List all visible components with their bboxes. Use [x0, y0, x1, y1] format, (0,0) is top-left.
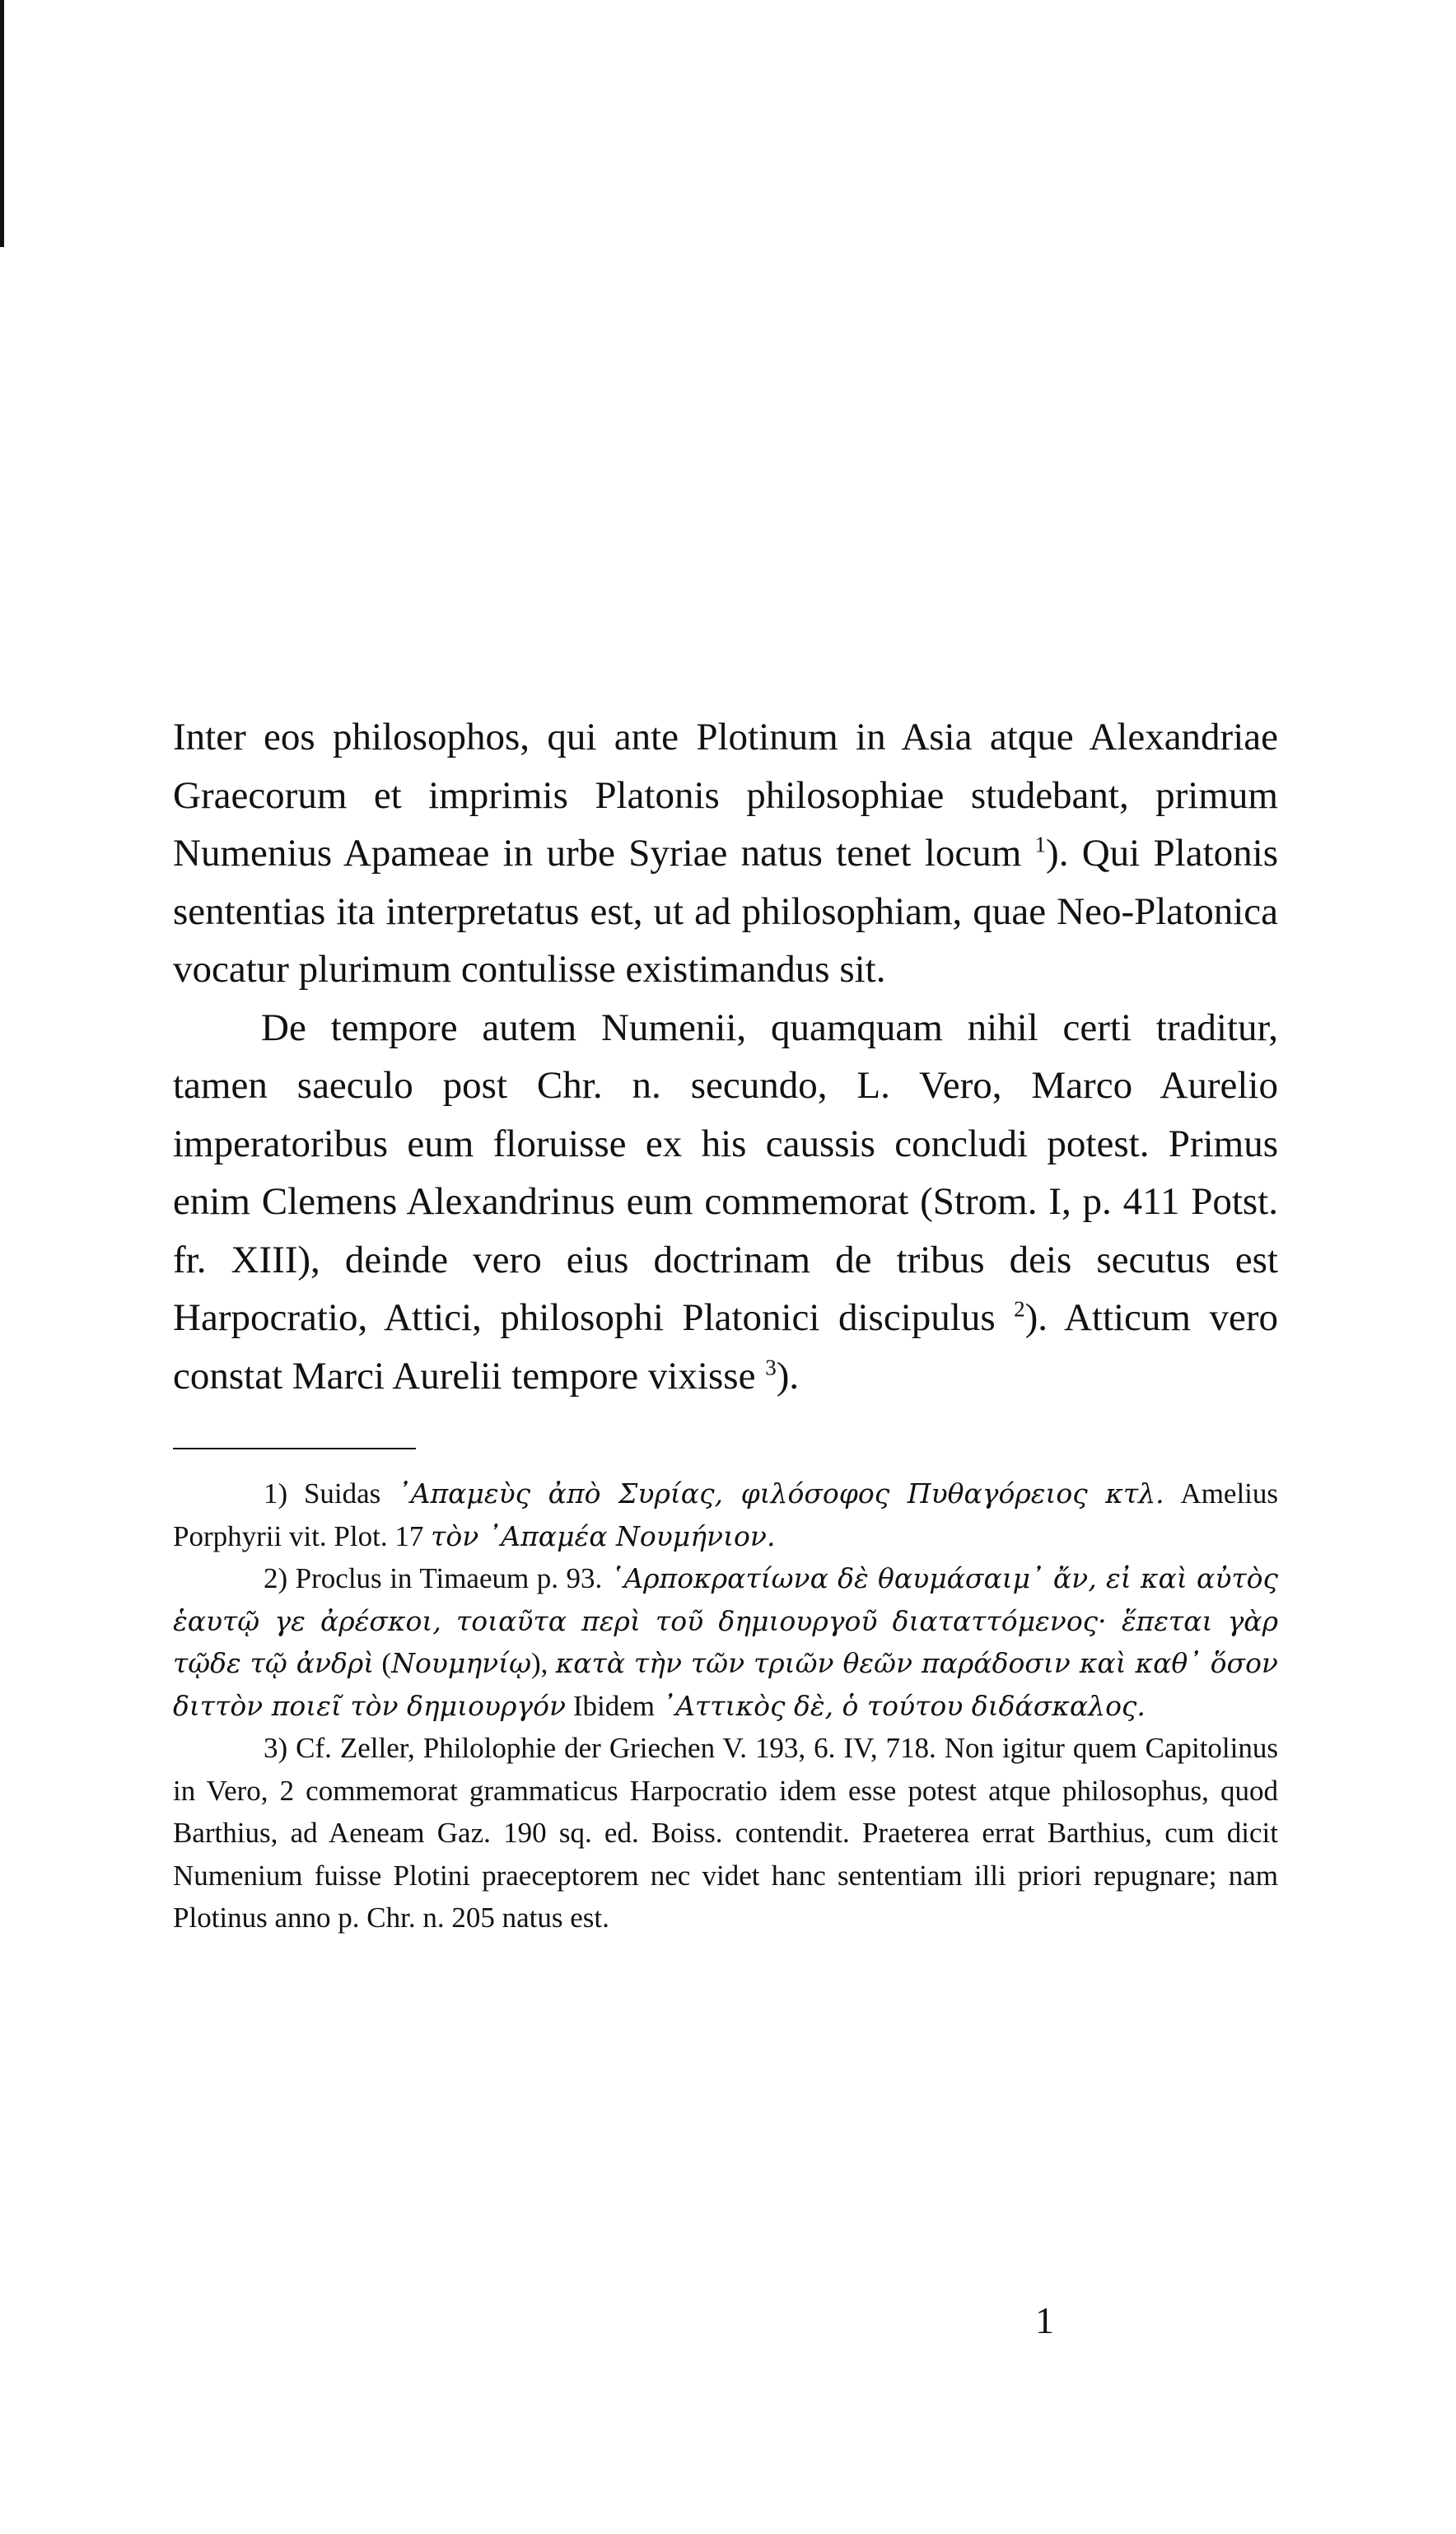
footnote-2-greek-attikos: ᾿Αττικὸς δὲ, ὁ τούτου διδάσκαλος.	[661, 1689, 1146, 1722]
paragraph-1	[173, 708, 1278, 999]
paragraph-2-text-cont: ). Atticum vero constat Marci Aurelii tempore vixisse	[173, 1296, 1279, 1398]
footnote-divider	[173, 1448, 416, 1449]
footnote-1-label: 1) Suidas	[264, 1477, 381, 1510]
footnote-2-ibidem: Ibidem	[572, 1689, 655, 1722]
paragraph-2	[173, 999, 1278, 1406]
footnote-2	[173, 1557, 1278, 1727]
footnotes	[173, 1472, 1278, 1939]
footnote-2-paren-close: ),	[531, 1647, 548, 1679]
footnote-1-greek-quote: ᾿Απαμεὺς ἀπὸ Συρίας, φιλόσοφος Πυθαγόρειος κτλ.	[397, 1477, 1164, 1510]
footnote-2-greek-name: Νουμηνίῳ	[391, 1647, 531, 1679]
scan-edge-mark	[0, 0, 4, 247]
footnote-ref-3: 3	[765, 1354, 777, 1379]
paragraph-1-text-cont: ). Qui Platonis sententias ita interpretatus est, ut ad philosophiam, quae Neo-Platonica vocatur plurimum contulisse existimandus sit.	[173, 832, 1278, 991]
footnote-ref-1: 1	[1034, 832, 1047, 857]
paragraph-2-text-end: ).	[776, 1354, 800, 1398]
footnote-2-greek-cont: κατὰ τὴν τῶν τριῶν θεῶν παράδοσιν καὶ καθ᾿ ὅσον διττὸν ποιεῖ τὸν δημιουργόν	[173, 1647, 1278, 1722]
footnote-3	[173, 1727, 1278, 1939]
footnote-ref-2: 2	[1014, 1296, 1025, 1322]
main-text	[173, 708, 1278, 1405]
footnote-1-greek-name: τὸν ᾿Απαμέα Νουμήνιον.	[431, 1519, 776, 1552]
footnote-1	[173, 1472, 1278, 1557]
footnote-2-label: 2) Proclus in Timaeum p. 93.	[264, 1562, 603, 1594]
paragraph-2-text: De tempore autem Numenii, quamquam nihil certi traditur, tamen saeculo post Chr. n. secundo, L. Vero, Marco Aurelio imperatoribus eum floruisse ex his caussis concludi potest. Primus enim Clemens Alexandrinus eum commemorat (Strom. I, p. 411 Potst. fr. XIII), deinde vero eius doctrinam de tribus deis secutus est Harpocratio, Attici, philosophi Platonici discipulus	[173, 1006, 1278, 1339]
footnote-1-source: Amelius Porphyrii vit. Plot. 17	[173, 1477, 1279, 1552]
footnote-3-text: 3) Cf. Zeller, Philolophie der Griechen V. 193, 6. IV, 718. Non igitur quem Capitolinus in Vero, 2 commemorat grammaticus Harpocratio idem esse potest atque philosophus, quod Barthius, ad Aeneam Gaz. 190 sq. ed. Boiss. contendit. Praeterea errat Barthius, cum dicit Numenium fuisse Plotini praeceptorem nec videt hanc sententiam illi priori repugnare; nam Plotinus anno p. Chr. n. 205 natus est.	[173, 1732, 1278, 1934]
page-body	[173, 708, 1278, 1939]
footnote-2-paren-open: (	[381, 1647, 392, 1679]
paragraph-1-text: Inter eos philosophos, qui ante Plotinum in Asia atque Alexandriae Graecorum et imprimis Platonis philosophiae studebant, primum Numenius Apameae in urbe Syriae natus tenet locum	[173, 716, 1278, 875]
page-number: 1	[1035, 2299, 1054, 2341]
footnote-2-greek-quote: ῾Αρποκρατίωνα δὲ θαυμάσαιμ᾿ ἄν, εἰ καὶ αὐτὸς ἑαυτῷ γε ἀρέσκοι, τοιαῦτα περὶ τοῦ δημιουργοῦ διαταττόμενος· ἕπεται γὰρ τῷδε τῷ ἀνδρὶ	[173, 1562, 1278, 1679]
